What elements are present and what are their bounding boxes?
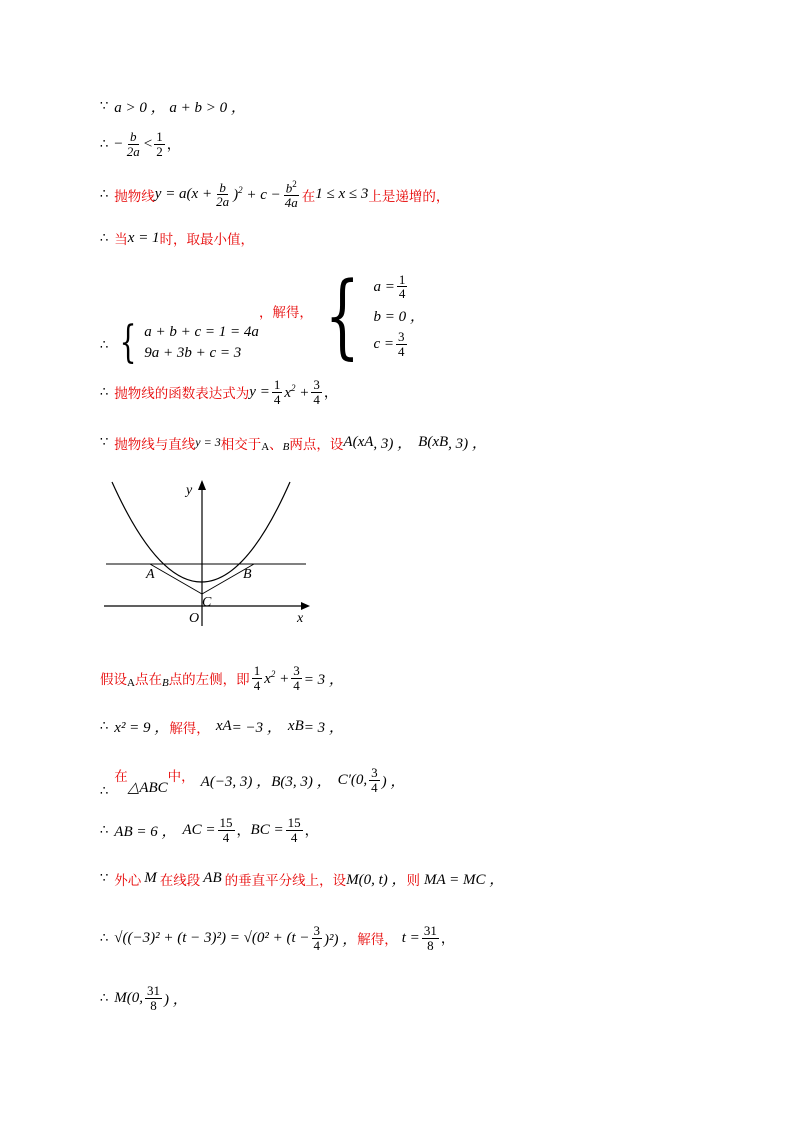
num: b (219, 179, 226, 195)
therefore-symbol: ∴ (100, 338, 109, 353)
equation-2: 9a + 3b + c = 3 (144, 344, 242, 361)
solution-system (313, 262, 425, 369)
comma: ， (323, 385, 338, 402)
fraction (396, 330, 407, 358)
text: 在 (114, 768, 128, 785)
line-3 (100, 180, 449, 210)
num: 1 (398, 271, 406, 287)
text: 点在 (134, 672, 162, 689)
line-eq: y = 3 (195, 435, 221, 449)
B-coord-end: , 3) ， (448, 436, 487, 452)
therefore-symbol: ∴ (100, 822, 109, 838)
minus-sign: − (114, 135, 123, 152)
expr-mid: )$^2$ + c − (233, 185, 281, 204)
AB-eq: AB = 6 ， (114, 823, 177, 840)
x-squared: $x^2$ + (264, 668, 290, 687)
tail: ) ， (381, 774, 406, 790)
line-12 (100, 868, 504, 889)
sub: B (294, 718, 304, 734)
equation-system (114, 317, 259, 368)
text: 解得， (357, 932, 398, 949)
line-7 (100, 432, 487, 453)
text: 相交于 (220, 436, 262, 453)
x-value: x = 1 (127, 229, 160, 246)
num: 31 (423, 923, 437, 938)
sub: A (222, 718, 232, 734)
because-symbol: ∵ (100, 99, 109, 114)
sub: A (364, 434, 374, 450)
num: 3 (371, 765, 378, 781)
point-A: A (261, 440, 270, 453)
text: 的垂直平分线上，设 (224, 872, 347, 889)
text: 、 (269, 436, 283, 453)
den: 4 (313, 937, 321, 953)
fraction (312, 924, 323, 952)
label-y: y (186, 483, 193, 498)
because-symbol: ∵ (100, 871, 109, 886)
xB: x (287, 718, 295, 734)
xA-val: = −3 ， (231, 720, 282, 736)
text: 时，取最小值， (159, 232, 255, 248)
M-point: M(0, (114, 989, 144, 1006)
equation-1: a + b + c = 1 = 4a (144, 323, 259, 340)
therefore-symbol: ∴ (100, 136, 109, 152)
therefore-symbol: ∴ (100, 784, 109, 799)
b-eq: b = 0 ， (373, 309, 425, 325)
AB: AB (203, 870, 222, 886)
x-squared: $x^2$ + (284, 382, 310, 401)
den: 4 (313, 391, 320, 407)
label-C: C (202, 595, 212, 610)
den: 4 (398, 286, 406, 302)
num: 3 (398, 329, 405, 344)
AC-eq: AC = (182, 821, 216, 838)
text: 在线段 (159, 872, 201, 889)
fraction (397, 273, 408, 301)
point-A: A (127, 677, 135, 690)
num: 3 (313, 377, 320, 392)
y-axis-arrow (198, 480, 206, 490)
line-2 (100, 130, 181, 158)
den: 2 (156, 143, 163, 159)
brace: { (324, 262, 360, 369)
fraction (218, 816, 235, 844)
text: 则 (406, 872, 421, 889)
den: 4a (284, 194, 298, 210)
t-eq: t = (401, 929, 420, 946)
a-eq: a = (373, 278, 395, 295)
comma: ， (166, 137, 181, 154)
fraction (252, 664, 263, 692)
fraction (369, 766, 380, 794)
text: 抛物线的函数表达式为 (114, 386, 250, 403)
text: 在 (301, 188, 316, 205)
x-squared-eq: x² = 9 ， (114, 720, 170, 736)
text: 点的左侧，即 (168, 672, 250, 689)
num: 31 (147, 983, 161, 998)
line-6 (100, 378, 338, 406)
fraction-half (154, 130, 165, 158)
parabola-curve (112, 482, 290, 582)
equation-rhs: )²) ， (324, 931, 358, 948)
num: 3 (293, 663, 300, 678)
text: ，解得， (258, 304, 313, 321)
den: 8 (150, 997, 157, 1013)
comma: ， (236, 823, 251, 840)
line-10 (100, 762, 405, 799)
fraction (286, 816, 303, 844)
text: 外心 (114, 872, 142, 889)
c-eq: c = (373, 336, 395, 353)
label-B: B (243, 567, 252, 582)
label-A: A (146, 567, 155, 582)
label-O: O (189, 611, 200, 626)
M: M (144, 870, 157, 886)
line-1 (100, 96, 246, 117)
den: 4 (273, 391, 281, 407)
text: 当 (114, 232, 128, 248)
num: 15 (287, 815, 301, 830)
A-coord-end: , 3) ， (373, 436, 413, 452)
fraction: $\frac{b^2}{4a}$ (284, 179, 298, 210)
therefore-symbol: ∴ (100, 719, 109, 734)
fraction (311, 378, 322, 406)
line-5 (100, 262, 425, 369)
comma: ， (304, 823, 319, 840)
therefore-symbol: ∴ (100, 990, 109, 1006)
text: 抛物线 (114, 188, 155, 205)
line-8 (100, 664, 344, 692)
C-point: C′(0, (337, 772, 368, 788)
fraction (272, 378, 283, 406)
less-than: < (143, 135, 153, 152)
therefore-symbol: ∴ (100, 384, 109, 400)
MA-eq: MA = MC ， (424, 872, 505, 888)
M-coord: M(0, t) ， (346, 872, 407, 888)
A-coord: A(x (343, 434, 365, 450)
y-eq: y = (249, 383, 270, 400)
xA: x (215, 718, 223, 734)
therefore-symbol: ∴ (100, 230, 109, 246)
point-B: B (161, 677, 169, 690)
comma: ， (440, 931, 455, 948)
line-14 (100, 984, 188, 1012)
den: 2a (126, 143, 140, 159)
text: 抛物线与直线 (114, 436, 196, 453)
den: 4 (290, 829, 298, 845)
num: 1 (253, 663, 261, 678)
fraction (145, 984, 162, 1012)
num: 1 (156, 129, 163, 144)
den: 4 (293, 677, 300, 693)
x-axis-arrow (301, 602, 310, 610)
A-point: A(−3, 3) ， (200, 774, 272, 790)
den: 4 (222, 829, 230, 845)
condition: a > 0 ， a + b > 0 ， (114, 100, 246, 116)
BC-eq: BC = (250, 821, 284, 838)
fraction (422, 924, 439, 952)
therefore-symbol: ∴ (100, 930, 109, 946)
num: b (130, 129, 137, 144)
text: 中， (167, 768, 195, 785)
parabola-expr: y = a(x + (154, 186, 213, 203)
text: 解得， (169, 720, 210, 737)
segment-AC (150, 564, 202, 594)
triangle: △ABC (127, 780, 168, 796)
line-13 (100, 924, 455, 952)
text: 上是递增的， (368, 188, 450, 205)
den: 2a (216, 194, 230, 210)
den: 8 (427, 937, 434, 953)
brace: { (119, 317, 137, 368)
therefore-symbol: ∴ (100, 187, 109, 203)
line-11 (100, 816, 319, 844)
line-9 (100, 716, 344, 737)
parabola-graph (100, 472, 320, 632)
xB-val: = 3 ， (303, 720, 344, 736)
equation-lhs: √((−3)² + (t − 3)²) = √(0² + (t − (114, 929, 310, 946)
range: 1 ≤ x ≤ 3 (315, 186, 369, 203)
tail: ) ， (164, 991, 188, 1008)
because-symbol: ∵ (100, 435, 109, 450)
B-coord: B(x (418, 434, 439, 450)
num: 1 (273, 377, 281, 392)
eq-tail: = 3 ， (303, 671, 344, 688)
text: 两点，设 (289, 436, 344, 453)
num: 15 (219, 815, 233, 830)
den: 4 (371, 780, 378, 795)
line-4 (100, 228, 254, 248)
den: 4 (398, 343, 405, 359)
point-B: B (282, 440, 290, 453)
fraction (214, 181, 231, 209)
text: 假设 (100, 672, 127, 689)
sub: B (438, 434, 449, 450)
fraction-b-2a (125, 130, 142, 158)
B-point: B(3, 3) ， (271, 774, 332, 790)
num: 3 (313, 923, 321, 938)
label-x: x (297, 611, 304, 626)
fraction (291, 664, 302, 692)
den: 4 (253, 677, 261, 693)
